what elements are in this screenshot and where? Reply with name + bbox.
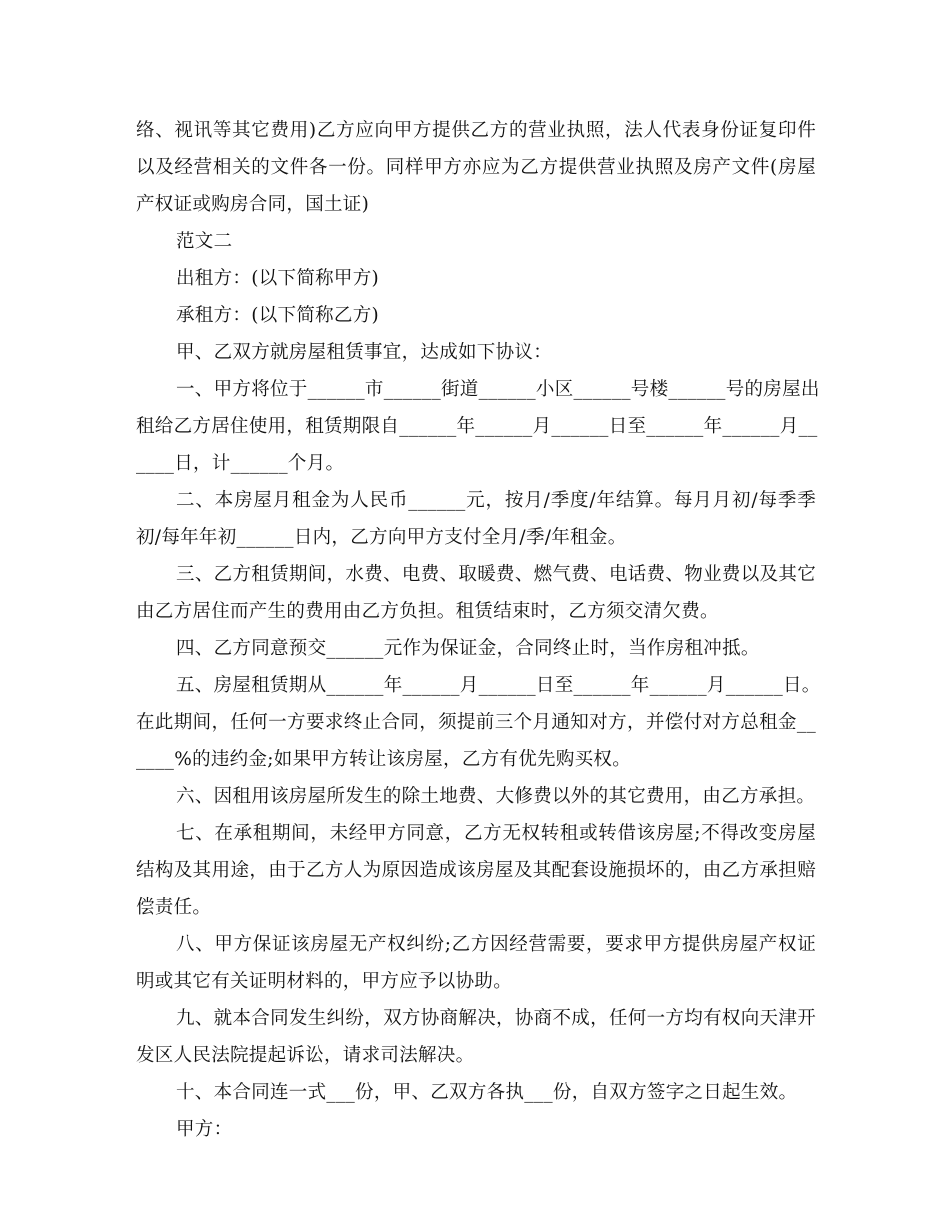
text-line: 四、乙方同意预交______元作为保证金，合同终止时，当作房租冲抵。 xyxy=(176,638,760,659)
text-line: 七、在承租期间，未经甲方同意，乙方无权转租或转借该房屋;不得改变房屋 xyxy=(176,823,816,844)
text-line: 租给乙方居住使用，租赁期限自______年______月______日至______年______月__ xyxy=(136,416,818,437)
text-line: 出租方：(以下简称甲方) xyxy=(176,268,380,289)
text-line: ____日，计______个月。 xyxy=(136,453,345,474)
text-line: 结构及其用途，由于乙方人为原因造成该房屋及其配套设施损坏的，由乙方承担赔 xyxy=(136,860,816,881)
text-line: 产权证或购房合同，国土证) xyxy=(136,194,370,215)
text-line: 甲、乙双方就房屋租赁事宜，达成如下协议： xyxy=(176,342,553,363)
text-line: 十、本合同连一式___份，甲、乙双方各执___份，自双方签字之日起生效。 xyxy=(176,1082,798,1103)
text-line: 二、本房屋月租金为人民币______元，按月/季度/年结算。每月月初/每季季 xyxy=(176,490,816,511)
text-line: 初/每年年初______日内，乙方向甲方支付全月/季/年租金。 xyxy=(136,527,627,548)
text-line: 明或其它有关证明材料的，甲方应予以协助。 xyxy=(136,971,513,992)
text-line: ____%的违约金;如果甲方转让该房屋，乙方有优先购买权。 xyxy=(136,749,632,770)
text-line: 发区人民法院提起诉讼，请求司法解决。 xyxy=(136,1045,475,1066)
text-line: 一、甲方将位于______市______街道______小区______号楼______号的房屋出 xyxy=(176,379,820,400)
text-line: 络、视讯等其它费用)乙方应向甲方提供乙方的营业执照，法人代表身份证复印件 xyxy=(136,120,816,141)
text-line: 九、就本合同发生纠纷，双方协商解决，协商不成，任何一方均有权向天津开 xyxy=(176,1008,816,1029)
text-line: 三、乙方租赁期间，水费、电费、取暖费、燃气费、电话费、物业费以及其它 xyxy=(176,564,816,585)
text-line: 以及经营相关的文件各一份。同样甲方亦应为乙方提供营业执照及房产文件(房屋 xyxy=(136,157,816,178)
section-heading: 范文二 xyxy=(176,231,233,252)
signature-label: 甲方： xyxy=(176,1119,233,1140)
text-line: 五、房屋租赁期从______年______月______日至______年______月______日。 xyxy=(176,675,821,696)
text-line: 在此期间，任何一方要求终止合同，须提前三个月通知对方，并偿付对方总租金__ xyxy=(136,712,816,733)
text-line: 六、因租用该房屋所发生的除土地费、大修费以外的其它费用，由乙方承担。 xyxy=(176,786,816,807)
text-line: 八、甲方保证该房屋无产权纠纷;乙方因经营需要，要求甲方提供房屋产权证 xyxy=(176,934,816,955)
text-line: 由乙方居住而产生的费用由乙方负担。租赁结束时，乙方须交清欠费。 xyxy=(136,601,719,622)
text-line: 偿责任。 xyxy=(136,897,212,918)
text-line: 承租方：(以下简称乙方) xyxy=(176,305,380,326)
